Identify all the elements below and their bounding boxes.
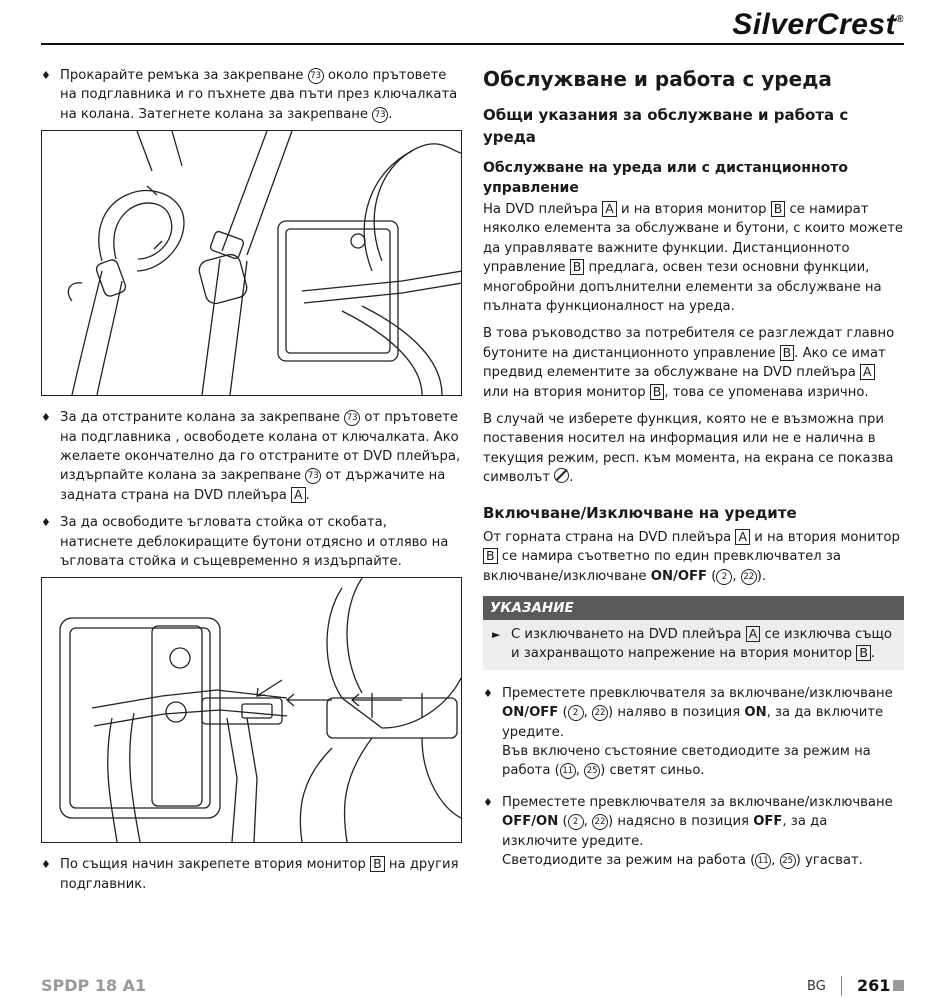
heading-control: Обслужване на уреда или с дистанционното управление (483, 160, 848, 196)
note-text: ► С изключването на DVD плейъра A се изключва също и захранващото напрежение на втория монитор B . (492, 625, 892, 662)
header-rule (41, 43, 904, 45)
instruction-strap-attach: ♦ Прокарайте ремъка за закрепване 73 около прътовете на подглавника и го пъхнете два пъти през ключалката на колана. Затегнете колана за закрепване 73 . (41, 68, 458, 122)
paragraph-manual-scope: В това ръководство за потребителя се разглеждат главно бутоните на дистанционното управление B . Ако се имат предвид елементите за обслужване на DVD плейъра A или на втория монитор B , това се упоменава изрично. (483, 326, 895, 400)
mount-illustration (41, 577, 462, 843)
paragraph-power-switch: От горната страна на DVD плейъра A и на втория монитор B се намира съответно по един превключвател за включване/изключване ON/OFF ( 2 , 22 ). (483, 528, 900, 584)
bullet-icon: ♦ (41, 858, 51, 872)
section-title: Обслужване и работа с уреда (483, 67, 832, 91)
brand-logo: SilverCrest® (732, 8, 904, 41)
footer-model: SPDP 18 A1 (41, 976, 147, 995)
bullet-icon: ♦ (483, 686, 493, 700)
arrow-icon: ► (492, 627, 501, 641)
bullet-icon: ♦ (41, 69, 51, 82)
instruction-mount-release: ♦ За да освободите ъгловата стойка от скобата, натиснете деблокиращите бутони отдясно и отляво на ъгловата стойка и същевременно я издърпайте. (41, 515, 449, 570)
bullet-icon: ♦ (41, 516, 51, 530)
heading-power: Включване/Изключване на уредите (483, 503, 797, 522)
paragraph-unavailable: В случай че изберете функция, която не е възможна при поставения носител на информация или не е налична в текущия режим, респ. към момента, на екрана се показва символът . (483, 412, 894, 486)
note-box (483, 596, 904, 670)
footer-separator (841, 976, 842, 996)
bullet-icon: ♦ (483, 795, 493, 809)
prohibited-icon (554, 468, 569, 483)
note-title: УКАЗАНИЕ (483, 596, 904, 620)
page-number: 261 (857, 976, 891, 995)
right-column (483, 66, 904, 878)
instruction-power-off: ♦ Преместете превключвателя за включване/изключване OFF/ON ( 2 , 22 ) надясно в позиция OFF, за да изключите уредите. Светодиодите за режим на работа ( 11 , 25 ) угасват. (483, 794, 893, 868)
bullet-icon: ♦ (41, 411, 51, 425)
instruction-strap-remove: ♦ За да отстраните колана за закрепване 73 от прътовете на подглавника , освободете колана от ключалката. Ако желаете окончателно да го отстраните от DVD плейъра, издърпайте колана за закрепване 73 от държачите на задната страна на DVD плейъра A . (41, 410, 461, 503)
section-subtitle: Общи указания за обслужване и работа с уреда (483, 106, 849, 146)
strap-illustration (41, 130, 462, 396)
footer-language: BG (807, 979, 826, 994)
left-column (41, 66, 462, 902)
footer-square-icon (893, 980, 904, 991)
instruction-second-monitor: ♦ По същия начин закрепете втория монитор B на другия подглавник. (41, 856, 459, 892)
instruction-power-on: ♦ Преместете превключвателя за включване/изключване ON/OFF ( 2 , 22 ) наляво в позиция ON, за да включите уредите. Във включено състояние светодиодите за режим на работа ( 11 , 25 ) светят синьо. (483, 685, 893, 779)
paragraph-controls: На DVD плейъра A и на втория монитор B се намират няколко елемента за обслужване и бутони, с които можете да управлявате важните функции. Дистанционното управление B предлага, освен тези основни функции, многобройни допълнителни елементи за обслужване на пълната функционалност на уреда. (483, 201, 903, 315)
